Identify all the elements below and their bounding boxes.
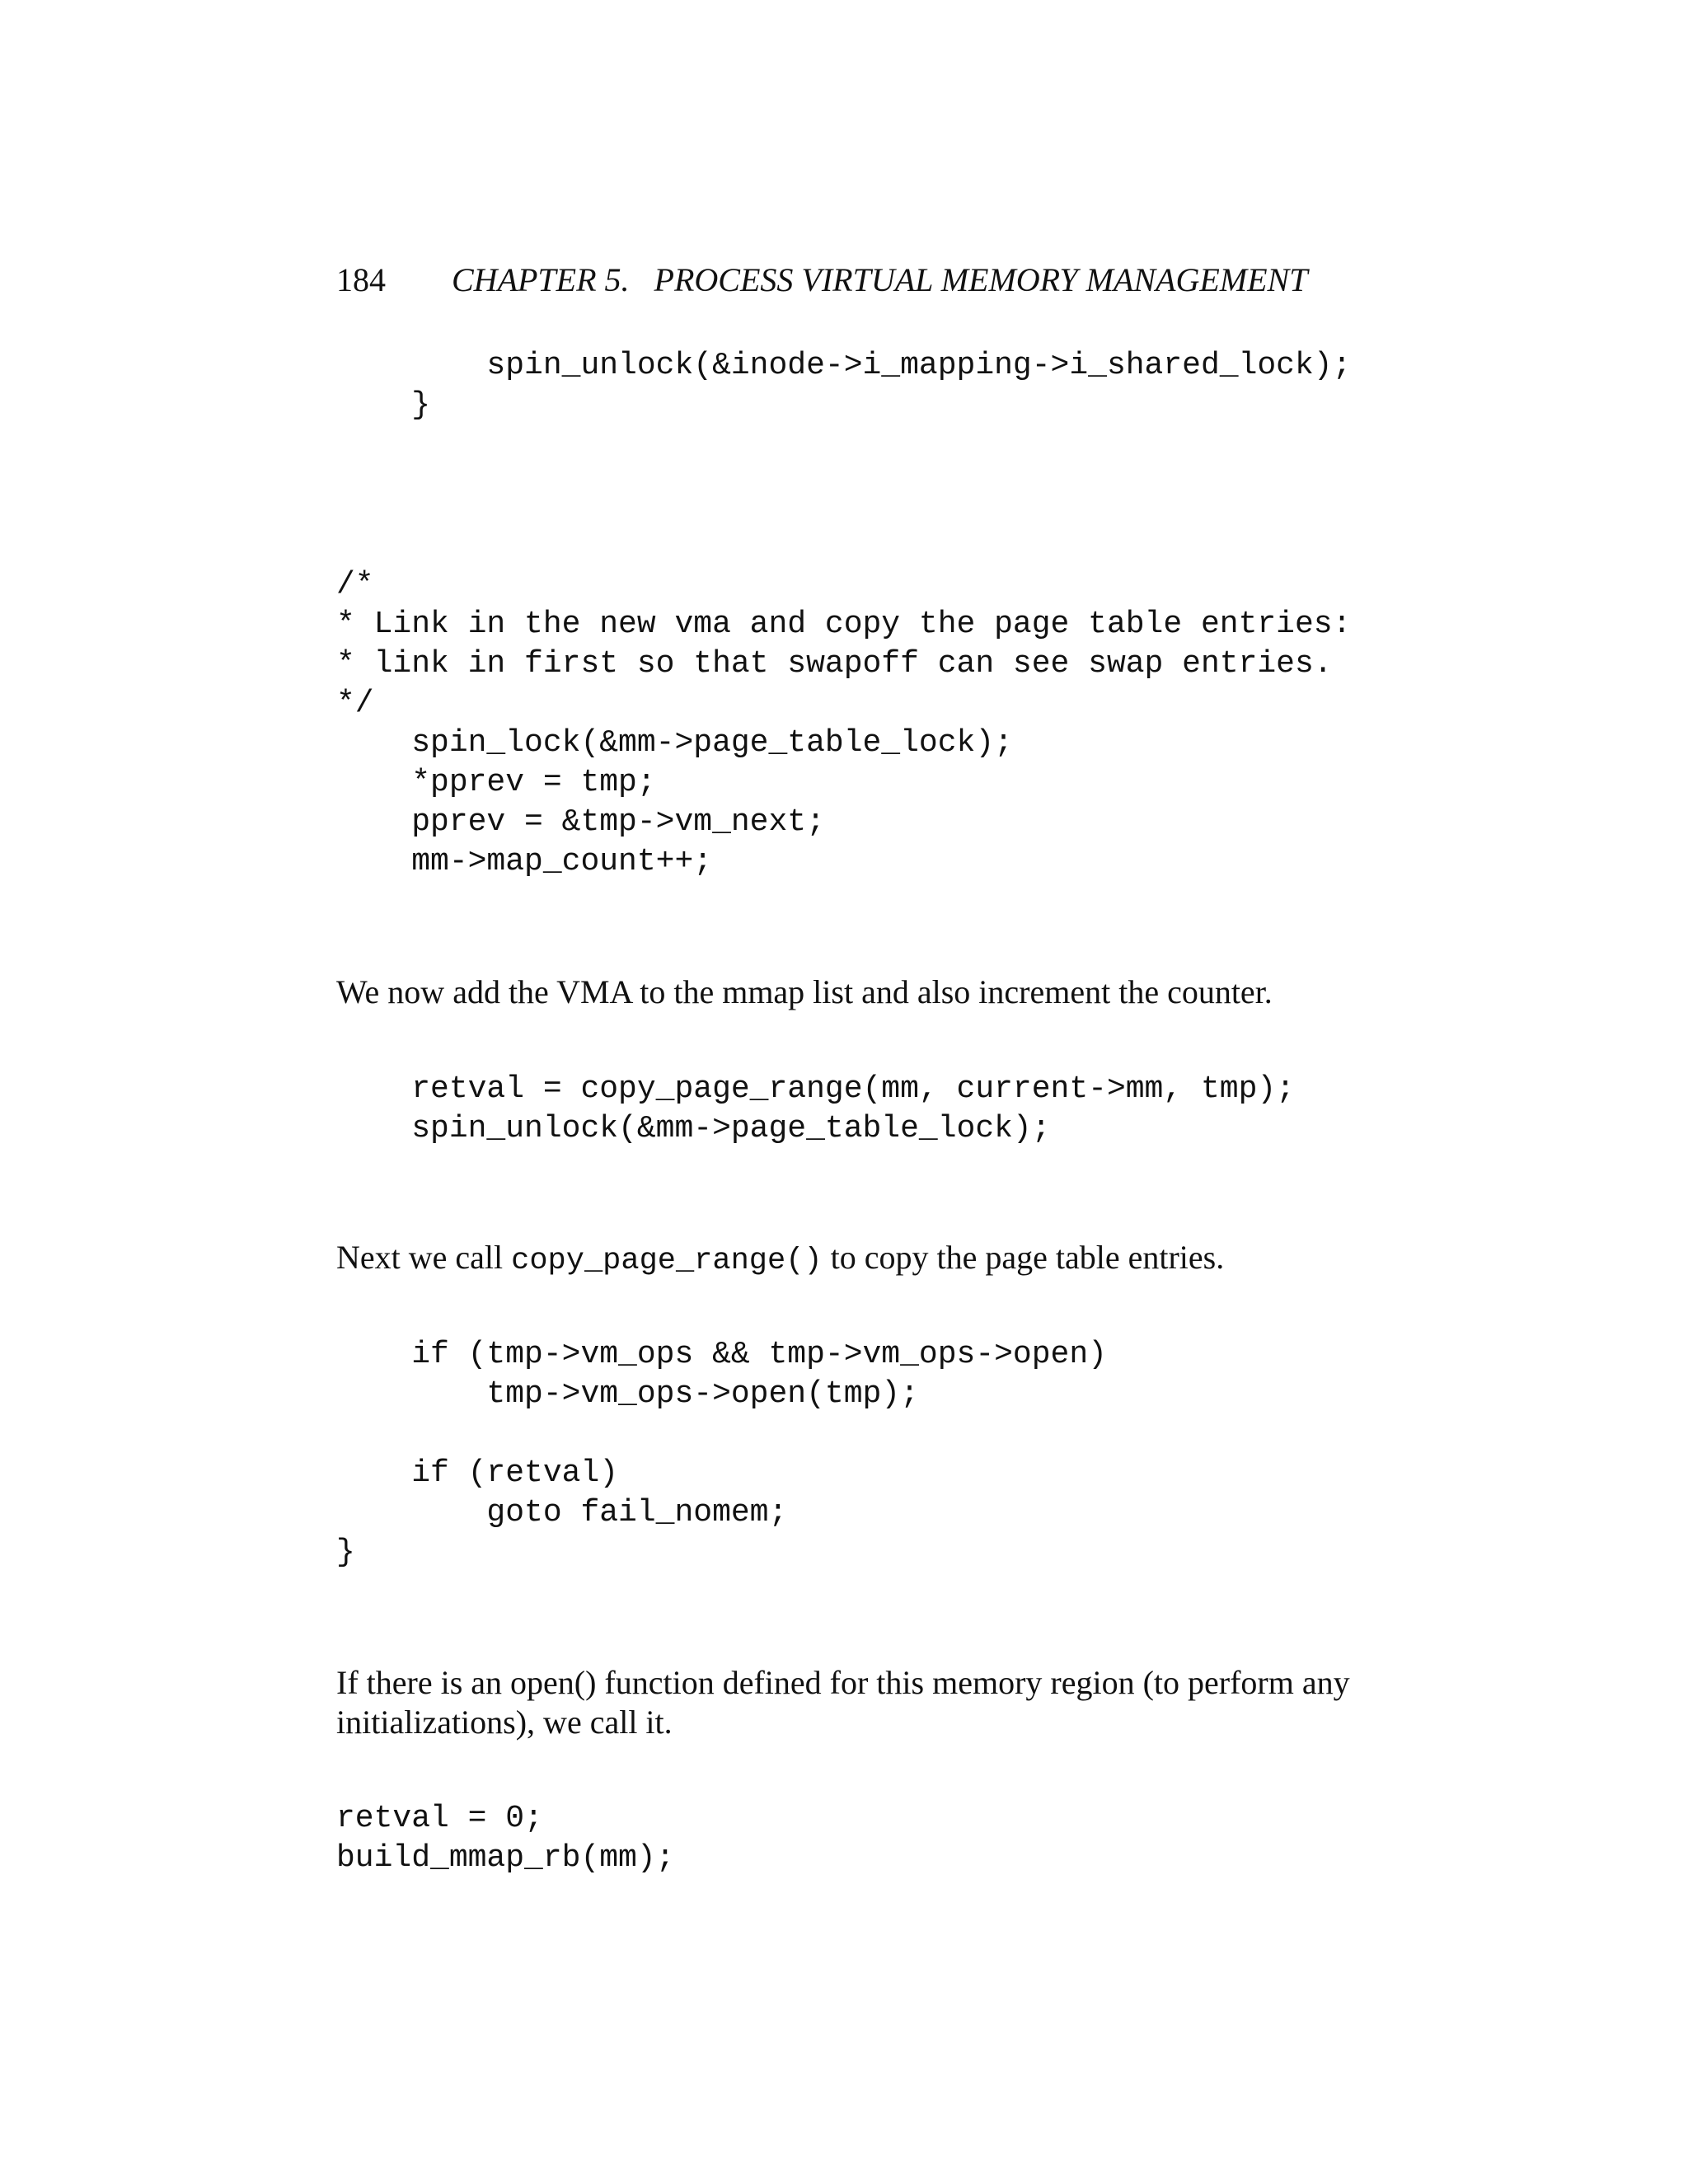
- inline-code-copy-page-range: copy_page_range(): [511, 1244, 823, 1278]
- paragraph-text-before: Next we call: [336, 1239, 512, 1276]
- paragraph-add-vma: We now add the VMA to the mmap list and also increment the counter.: [336, 973, 1273, 1010]
- paragraph-open-function: If there is an open() function defined for this memory region (to perform any initializations), we call it.: [336, 1664, 1350, 1741]
- paragraph-copy-page-range: [336, 1238, 1400, 1281]
- running-header: [336, 255, 1400, 305]
- code-block-link-vma: /* * Link in the new vma and copy the page table entries: * link in first so that swapoff can see swap entries. */ spin_lock(&mm->page_table_lock); *pprev = tmp; pprev = &tmp->vm_next; mm->map_count++;: [336, 567, 1352, 879]
- paragraph-text-after: to copy the page table entries.: [822, 1239, 1225, 1276]
- page-number: 184: [336, 261, 386, 298]
- code-block-build-mmap-rb: retval = 0; build_mmap_rb(mm);: [336, 1801, 675, 1876]
- chapter-title: CHAPTER 5. PROCESS VIRTUAL MEMORY MANAGEMENT: [452, 261, 1308, 298]
- code-block-copy-page-range: retval = copy_page_range(mm, current->mm, tmp); spin_unlock(&mm->page_table_lock);: [411, 1071, 1295, 1146]
- code-block-vm-ops-open: if (tmp->vm_ops && tmp->vm_ops->open) tmp->vm_ops->open(tmp); if (retval) goto fail_nomem; }: [336, 1337, 1107, 1570]
- code-block-spin-unlock: spin_unlock(&inode->i_mapping->i_shared_lock); }: [411, 348, 1352, 423]
